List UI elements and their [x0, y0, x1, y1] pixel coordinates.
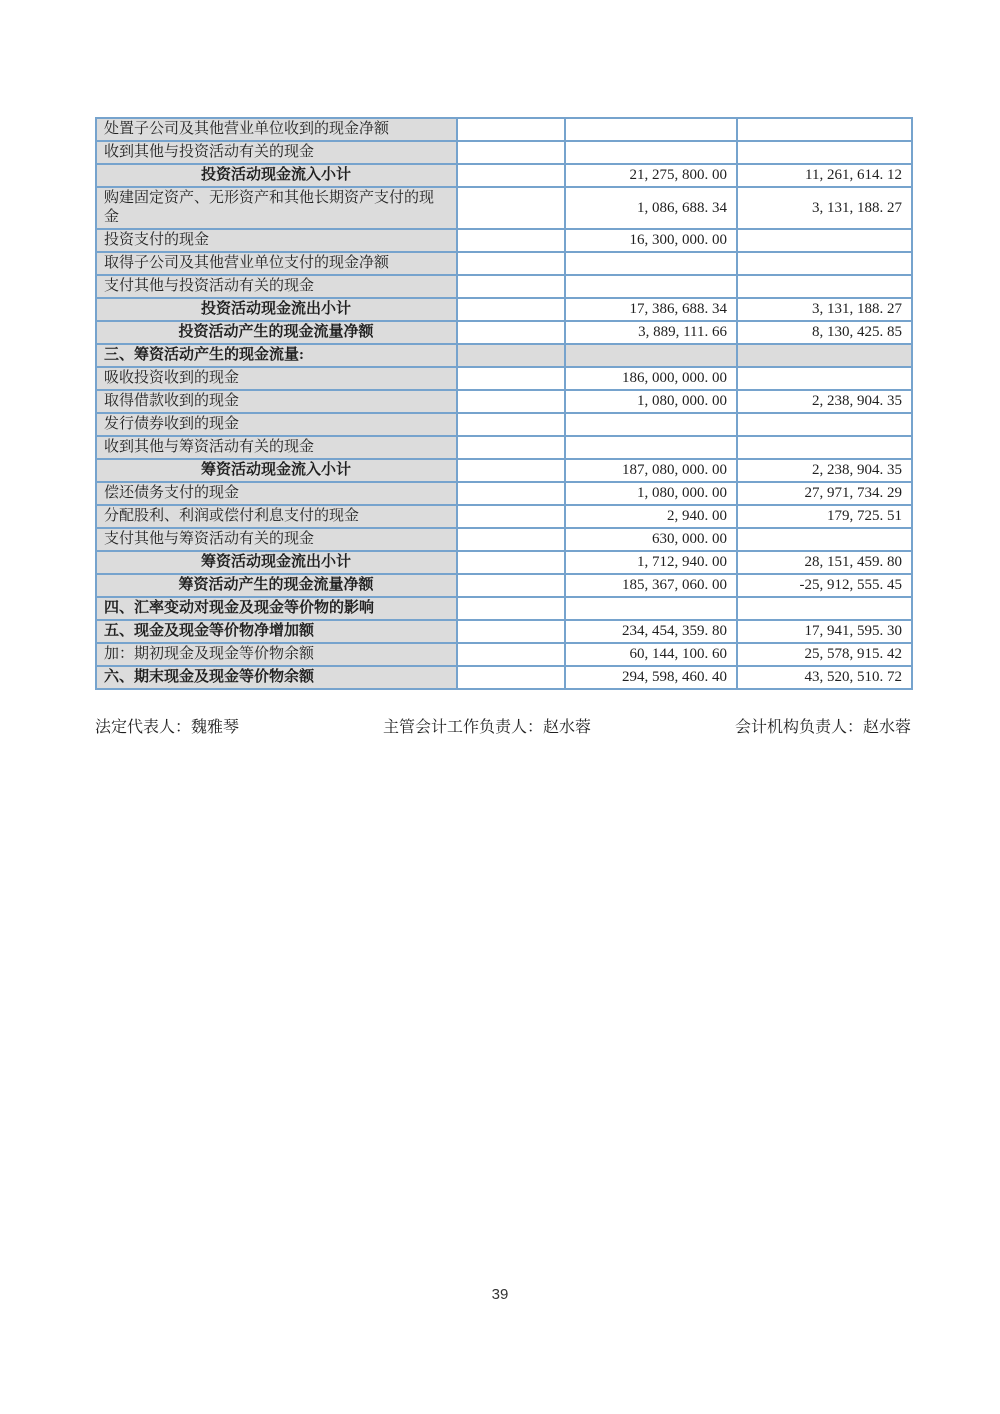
row-amount-col2	[737, 597, 912, 620]
row-amount-col1	[565, 597, 737, 620]
table-row	[96, 187, 912, 229]
row-amount-col2: 8, 130, 425. 85	[737, 321, 912, 344]
row-label: 筹资活动现金流出小计	[96, 551, 457, 574]
row-label: 支付其他与筹资活动有关的现金	[96, 528, 457, 551]
row-note-cell	[457, 482, 565, 505]
row-amount-col1	[565, 252, 737, 275]
row-amount-col2	[737, 229, 912, 252]
row-amount-col1: 185, 367, 060. 00	[565, 574, 737, 597]
row-label: 分配股利、利润或偿付利息支付的现金	[96, 505, 457, 528]
signatories-footer	[95, 716, 911, 740]
row-note-cell	[457, 141, 565, 164]
row-amount-col2	[737, 252, 912, 275]
row-amount-col2	[737, 141, 912, 164]
row-amount-col1: 3, 889, 111. 66	[565, 321, 737, 344]
row-note-cell	[457, 459, 565, 482]
table-row	[96, 321, 912, 344]
legal-representative-label: 法定代表人：魏雅琴	[95, 719, 240, 736]
row-label: 收到其他与筹资活动有关的现金	[96, 436, 457, 459]
table-row	[96, 413, 912, 436]
row-note-cell	[457, 390, 565, 413]
row-label: 三、筹资活动产生的现金流量:	[96, 344, 457, 367]
row-amount-col1	[565, 413, 737, 436]
table-row	[96, 390, 912, 413]
row-label: 吸收投资收到的现金	[96, 367, 457, 390]
row-amount-col1: 234, 454, 359. 80	[565, 620, 737, 643]
row-amount-col1: 1, 080, 000. 00	[565, 482, 737, 505]
row-amount-col2	[737, 344, 912, 367]
table-row	[96, 597, 912, 620]
row-label: 四、汇率变动对现金及现金等价物的影响	[96, 597, 457, 620]
row-label: 筹资活动现金流入小计	[96, 459, 457, 482]
row-note-cell	[457, 620, 565, 643]
cash-flow-table	[95, 117, 913, 690]
row-note-cell	[457, 187, 565, 229]
table-row	[96, 344, 912, 367]
row-amount-col1: 294, 598, 460. 40	[565, 666, 737, 689]
row-note-cell	[457, 321, 565, 344]
row-label: 取得借款收到的现金	[96, 390, 457, 413]
table-row	[96, 459, 912, 482]
page-number: 39	[491, 1286, 509, 1303]
table-row	[96, 252, 912, 275]
table-row	[96, 118, 912, 141]
row-amount-col1: 1, 712, 940. 00	[565, 551, 737, 574]
row-label: 取得子公司及其他营业单位支付的现金净额	[96, 252, 457, 275]
row-note-cell	[457, 597, 565, 620]
row-amount-col1	[565, 344, 737, 367]
row-note-cell	[457, 436, 565, 459]
row-amount-col1	[565, 275, 737, 298]
row-label: 投资活动现金流入小计	[96, 164, 457, 187]
row-label: 收到其他与投资活动有关的现金	[96, 141, 457, 164]
table-row	[96, 436, 912, 459]
row-amount-col1: 21, 275, 800. 00	[565, 164, 737, 187]
row-label: 购建固定资产、无形资产和其他长期资产支付的现金	[96, 187, 457, 229]
row-label: 筹资活动产生的现金流量净额	[96, 574, 457, 597]
row-amount-col2: 17, 941, 595. 30	[737, 620, 912, 643]
row-note-cell	[457, 298, 565, 321]
row-label: 投资活动产生的现金流量净额	[96, 321, 457, 344]
row-amount-col1	[565, 141, 737, 164]
row-amount-col2	[737, 275, 912, 298]
row-label: 投资活动现金流出小计	[96, 298, 457, 321]
table-row	[96, 275, 912, 298]
row-label: 偿还债务支付的现金	[96, 482, 457, 505]
table-row	[96, 482, 912, 505]
row-note-cell	[457, 164, 565, 187]
table-row	[96, 551, 912, 574]
row-amount-col1: 186, 000, 000. 00	[565, 367, 737, 390]
table-row	[96, 141, 912, 164]
row-amount-col1	[565, 118, 737, 141]
row-label: 投资支付的现金	[96, 229, 457, 252]
row-amount-col2: 3, 131, 188. 27	[737, 298, 912, 321]
row-note-cell	[457, 252, 565, 275]
row-amount-col2	[737, 118, 912, 141]
row-amount-col2: 25, 578, 915. 42	[737, 643, 912, 666]
row-amount-col2: 11, 261, 614. 12	[737, 164, 912, 187]
row-amount-col2: 2, 238, 904. 35	[737, 459, 912, 482]
row-note-cell	[457, 528, 565, 551]
row-amount-col1: 1, 086, 688. 34	[565, 187, 737, 229]
row-note-cell	[457, 413, 565, 436]
table-row	[96, 367, 912, 390]
row-label: 支付其他与投资活动有关的现金	[96, 275, 457, 298]
row-label: 处置子公司及其他营业单位收到的现金净额	[96, 118, 457, 141]
row-note-cell	[457, 551, 565, 574]
row-note-cell	[457, 275, 565, 298]
table-row	[96, 666, 912, 689]
table-row	[96, 574, 912, 597]
row-amount-col1: 630, 000. 00	[565, 528, 737, 551]
row-amount-col1: 187, 080, 000. 00	[565, 459, 737, 482]
row-note-cell	[457, 574, 565, 597]
row-amount-col1: 2, 940. 00	[565, 505, 737, 528]
table-row	[96, 229, 912, 252]
row-note-cell	[457, 367, 565, 390]
table-row	[96, 505, 912, 528]
row-amount-col2: 27, 971, 734. 29	[737, 482, 912, 505]
row-note-cell	[457, 505, 565, 528]
row-amount-col1: 1, 080, 000. 00	[565, 390, 737, 413]
accounting-head-label: 会计机构负责人：赵水蓉	[734, 719, 911, 736]
row-amount-col2: -25, 912, 555. 45	[737, 574, 912, 597]
table-row	[96, 298, 912, 321]
row-amount-col2	[737, 436, 912, 459]
row-amount-col2: 3, 131, 188. 27	[737, 187, 912, 229]
row-label: 五、现金及现金等价物净增加额	[96, 620, 457, 643]
row-amount-col2: 179, 725. 51	[737, 505, 912, 528]
table-row	[96, 643, 912, 666]
row-note-cell	[457, 344, 565, 367]
row-note-cell	[457, 666, 565, 689]
table-row	[96, 528, 912, 551]
row-amount-col1: 60, 144, 100. 60	[565, 643, 737, 666]
row-amount-col2: 2, 238, 904. 35	[737, 390, 912, 413]
row-note-cell	[457, 229, 565, 252]
row-label: 六、期末现金及现金等价物余额	[96, 666, 457, 689]
row-amount-col1	[565, 436, 737, 459]
cash-flow-table-body	[96, 118, 912, 689]
table-row	[96, 620, 912, 643]
chief-accountant-label: 主管会计工作负责人：赵水蓉	[382, 719, 591, 736]
row-amount-col2	[737, 528, 912, 551]
row-amount-col2	[737, 367, 912, 390]
row-amount-col1: 16, 300, 000. 00	[565, 229, 737, 252]
row-note-cell	[457, 118, 565, 141]
row-label: 加：期初现金及现金等价物余额	[96, 643, 457, 666]
row-amount-col1: 17, 386, 688. 34	[565, 298, 737, 321]
row-amount-col2: 28, 151, 459. 80	[737, 551, 912, 574]
row-amount-col2	[737, 413, 912, 436]
row-amount-col2: 43, 520, 510. 72	[737, 666, 912, 689]
row-label: 发行债券收到的现金	[96, 413, 457, 436]
row-note-cell	[457, 643, 565, 666]
table-row	[96, 164, 912, 187]
